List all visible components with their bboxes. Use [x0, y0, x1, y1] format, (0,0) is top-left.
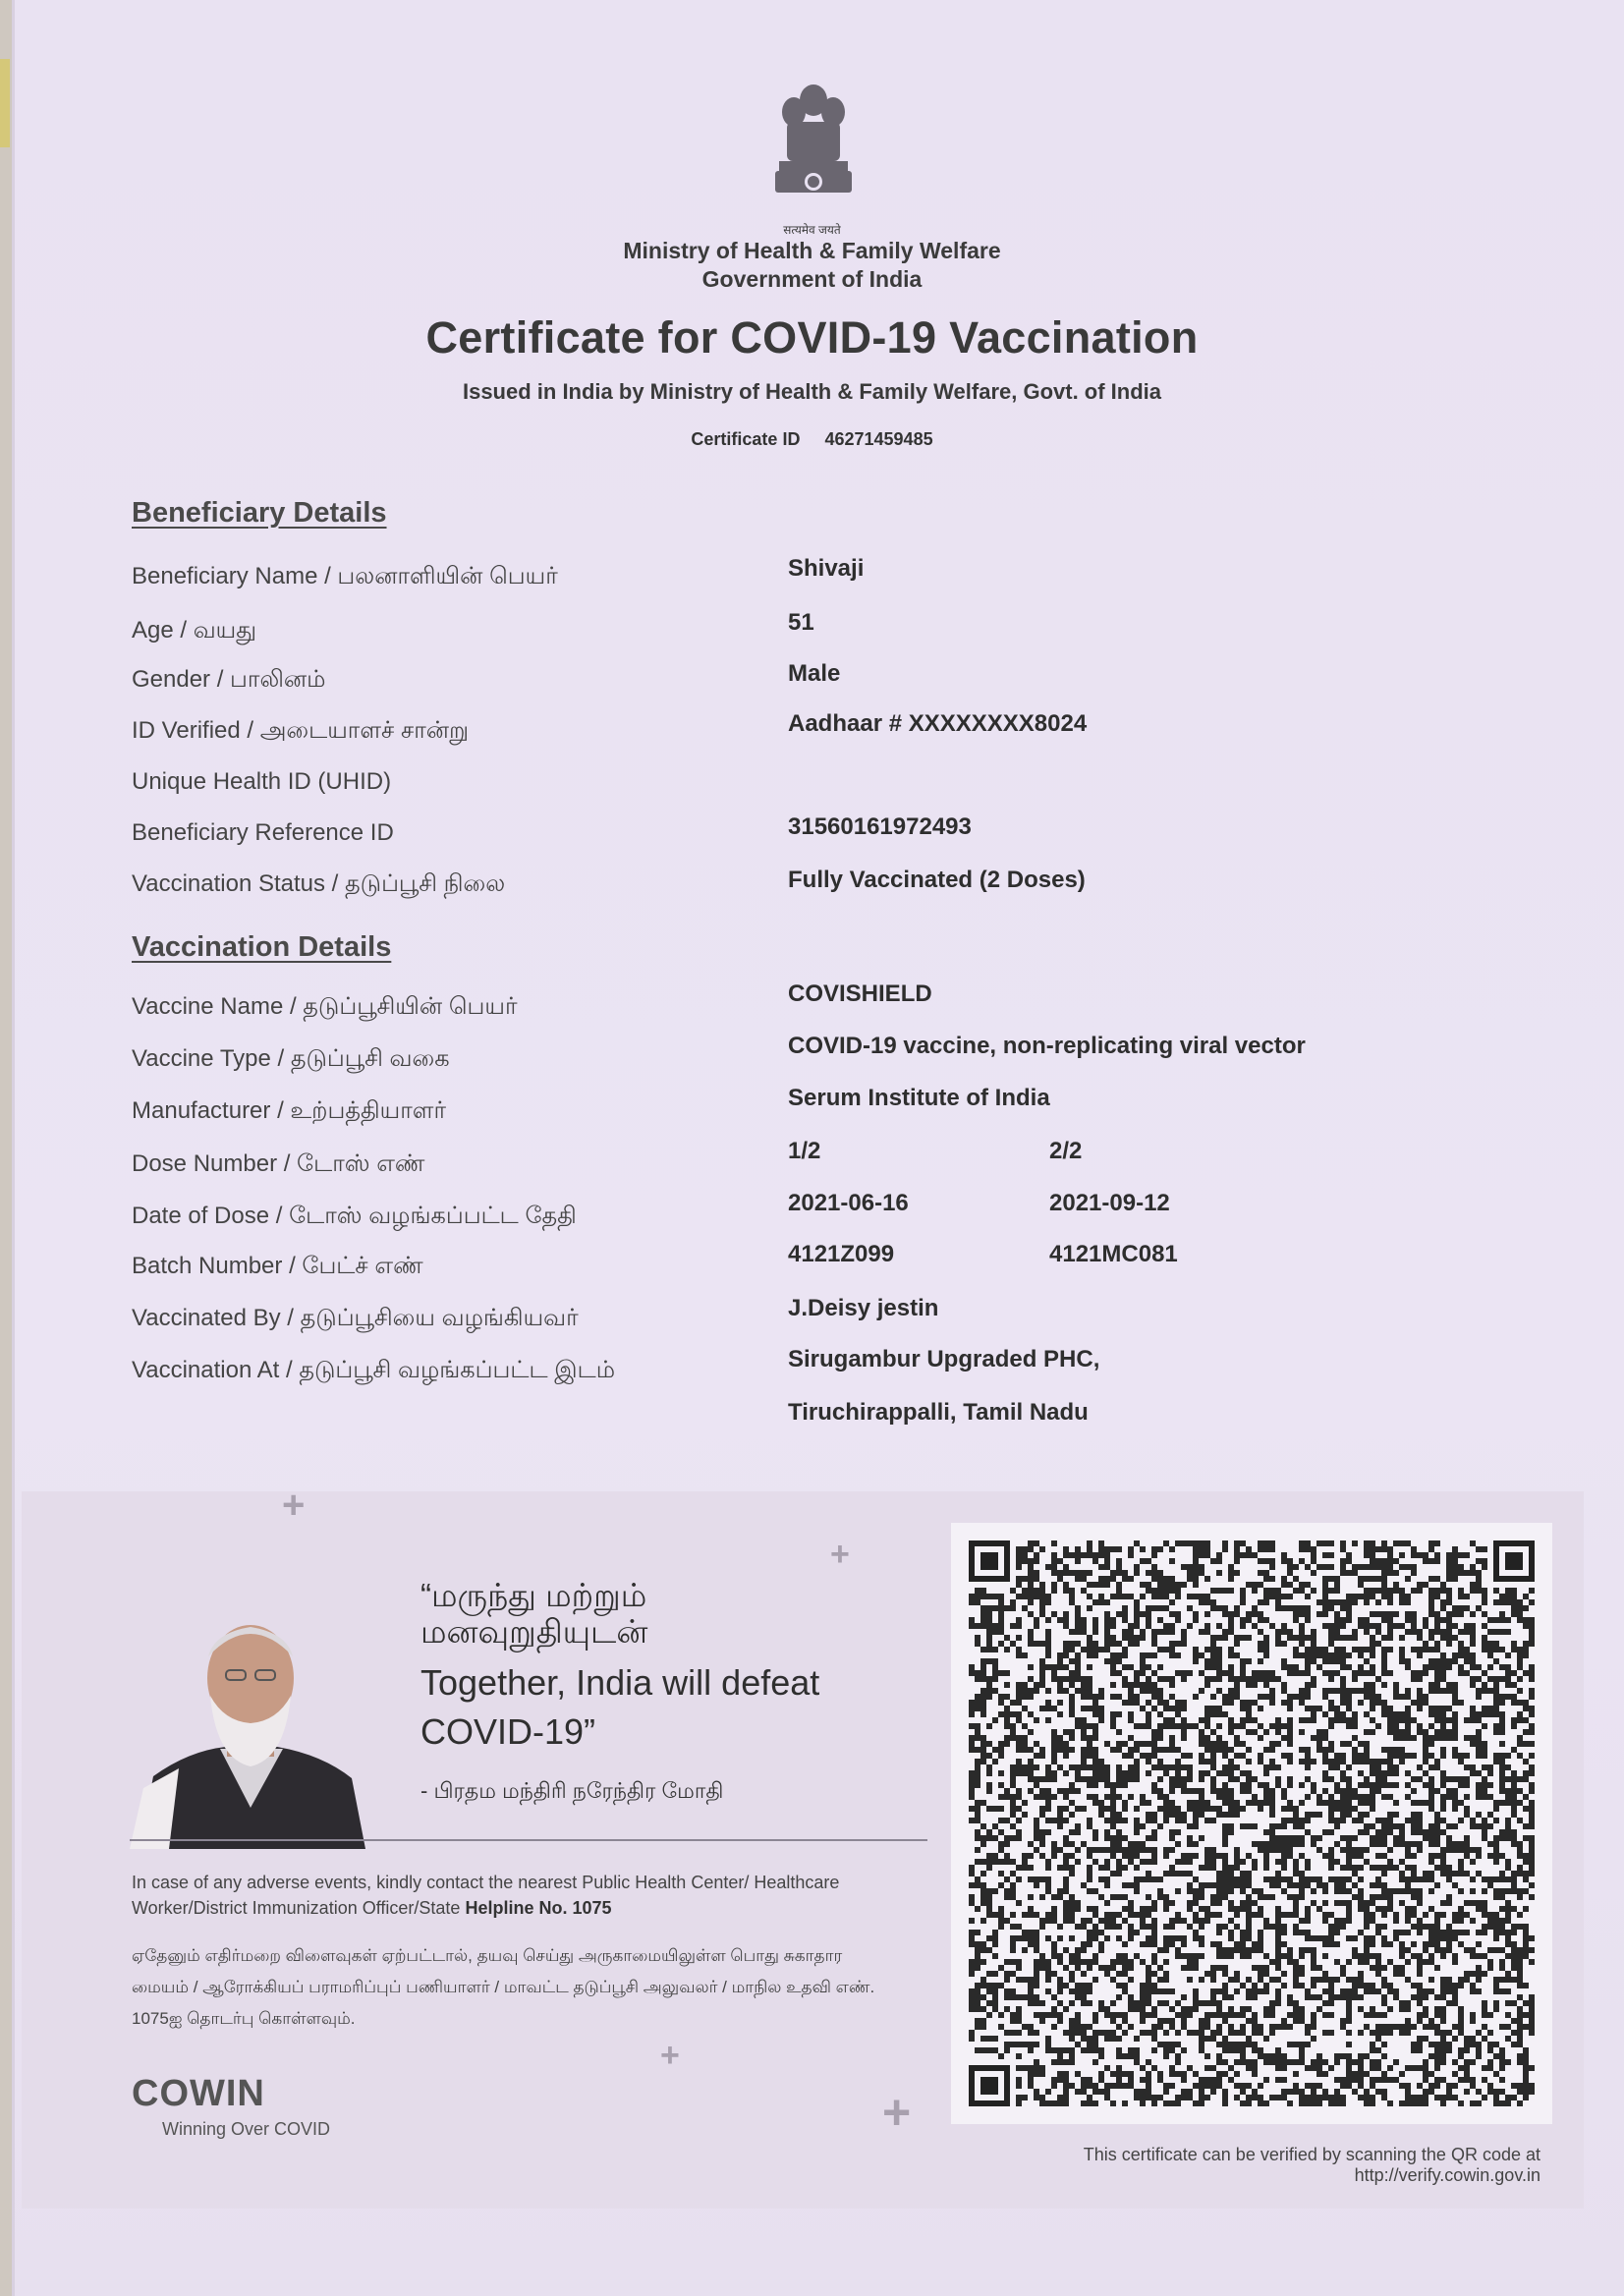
uhid-label: Unique Health ID (UHID) — [132, 768, 392, 795]
adverse-events-notice — [132, 1870, 898, 1921]
gender-label: Gender / பாலினம் — [132, 666, 326, 693]
beneficiary-name-label: Beneficiary Name / பலனாளியின் பெயர் — [132, 563, 558, 589]
qr-code-icon — [969, 1540, 1535, 2106]
vaccine-name-label: Vaccine Name / தடுப்பூசியின் பெயர் — [132, 993, 518, 1020]
id-verified-value: Aadhaar # XXXXXXXX8024 — [788, 710, 1088, 737]
reference-id-label: Beneficiary Reference ID — [132, 819, 394, 846]
certificate-id-label: Certificate ID — [691, 429, 801, 449]
page-title: Certificate for COVID-19 Vaccination — [425, 312, 1199, 363]
certificate-id-value: 46271459485 — [824, 429, 933, 449]
certificate-id-line — [0, 429, 1624, 450]
vaccine-type-label: Vaccine Type / தடுப்பூசி வகை — [132, 1045, 450, 1072]
date-of-dose-value-2: 2021-09-12 — [1049, 1190, 1170, 1216]
batch-number-label: Batch Number / பேட்ச் எண் — [132, 1253, 423, 1279]
issued-by: Issued in India by Ministry of Health & Family Welfare, Govt. of India — [462, 379, 1162, 404]
national-emblem-icon — [769, 79, 858, 216]
age-label: Age / வயது — [132, 617, 257, 644]
cowin-tagline: Winning Over COVID — [162, 2119, 331, 2139]
manufacturer-label: Manufacturer / உற்பத்தியாளர் — [132, 1097, 446, 1124]
plus-decoration-icon: + — [660, 2037, 680, 2074]
verification-text: This certificate can be verified by scanning the QR code at — [1083, 2145, 1540, 2164]
divider — [130, 1839, 927, 1841]
plus-decoration-icon: + — [282, 1484, 306, 1527]
ministry-name: Ministry of Health & Family Welfare — [623, 238, 1001, 263]
dose-number-value-1: 1/2 — [788, 1138, 821, 1164]
quote-attribution: - பிரதம மந்திரி நரேந்திர மோதி — [420, 1778, 724, 1803]
adverse-events-notice-tamil: ஏதேனும் எதிர்மறை விளைவுகள் ஏற்பட்டால், தயவு செய்து அருகாமையிலுள்ள பொது சுகாதார மையம் / ஆரோக்கியப் பராமரிப்புப் பணியாளர் / மாவட்ட தடுப்பூசி அலுவலர் / மாநில உதவி எண். 1075ஐ தொடர்பு கொள்ளவும். — [132, 1946, 875, 2028]
dose-number-value-2: 2/2 — [1049, 1138, 1083, 1164]
dose-number-label: Dose Number / டோஸ் எண் — [132, 1150, 425, 1177]
prime-minister-photo — [130, 1611, 371, 1849]
batch-number-value-2: 4121MC081 — [1049, 1241, 1178, 1267]
vaccination-at-label: Vaccination At / தடுப்பூசி வழங்கப்பட்ட இடம் — [132, 1357, 615, 1383]
verification-url: http://verify.cowin.gov.in — [1354, 2165, 1540, 2185]
government-name: Government of India — [701, 266, 923, 292]
gender-value: Male — [788, 660, 841, 687]
vaccinated-by-label: Vaccinated By / தடுப்பூசியை வழங்கியவர் — [132, 1305, 579, 1331]
quote-tamil: “மருந்து மற்றும் மனவுறுதியுடன் — [420, 1577, 648, 1650]
beneficiary-heading: Beneficiary Details — [132, 497, 387, 529]
adverse-events-text: In case of any adverse events, kindly contact the nearest Public Health Center/ Healthcare Worker/District Immunization Officer/State — [132, 1873, 840, 1918]
date-of-dose-value-1: 2021-06-16 — [788, 1190, 909, 1216]
scan-mark — [0, 59, 10, 147]
cowin-logo: COWIN — [132, 2073, 265, 2114]
batch-number-value-1: 4121Z099 — [788, 1241, 895, 1267]
reference-id-value: 31560161972493 — [788, 813, 972, 840]
helpline-number: Helpline No. 1075 — [465, 1898, 612, 1918]
vaccination-heading: Vaccination Details — [132, 931, 392, 963]
verification-qr-code — [951, 1523, 1552, 2124]
plus-decoration-icon: + — [830, 1536, 850, 1573]
vaccination-at-value: Sirugambur Upgraded PHC, — [788, 1346, 1100, 1372]
date-of-dose-label: Date of Dose / டோஸ் வழங்கப்பட்ட தேதி — [132, 1203, 577, 1229]
vaccinated-by-value: J.Deisy jestin — [788, 1295, 939, 1321]
verification-note — [884, 2145, 1540, 2186]
beneficiary-name-value: Shivaji — [788, 555, 865, 582]
plus-decoration-icon: + — [882, 2085, 912, 2140]
emblem-caption: सत्यमेव जयते — [783, 223, 841, 237]
age-value: 51 — [788, 609, 814, 636]
vaccine-type-value: COVID-19 vaccine, non-replicating viral vector — [788, 1033, 1306, 1059]
quote-english: Together, India will defeat COVID-19” — [420, 1662, 820, 1752]
manufacturer-value: Serum Institute of India — [788, 1085, 1050, 1111]
vaccine-name-value: COVISHIELD — [788, 980, 932, 1007]
vaccination-location-line2: Tiruchirappalli, Tamil Nadu — [788, 1399, 1089, 1426]
vaccination-status-value: Fully Vaccinated (2 Doses) — [788, 867, 1086, 893]
vaccination-status-label: Vaccination Status / தடுப்பூசி நிலை — [132, 870, 506, 897]
id-verified-label: ID Verified / அடையாளச் சான்று — [132, 717, 470, 744]
